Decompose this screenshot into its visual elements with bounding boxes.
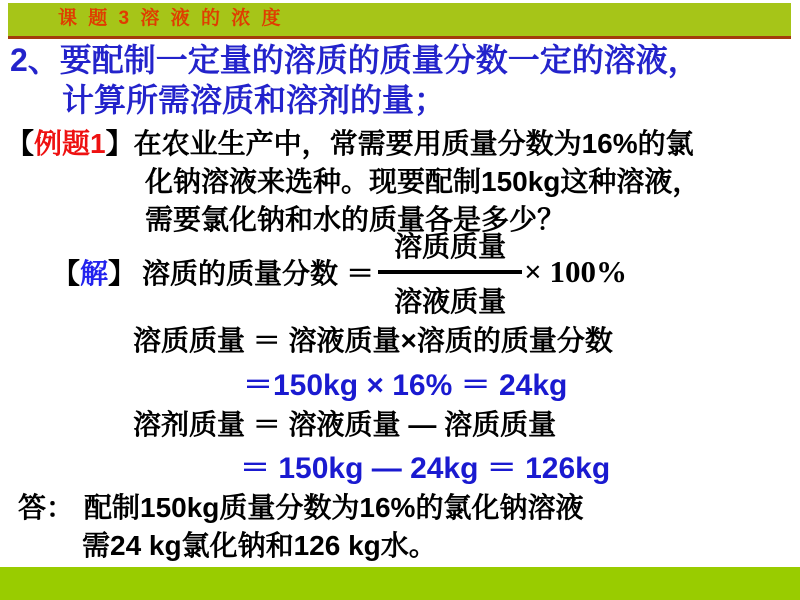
equation-solute-calculation: ＝150kg × 16% ＝ 24kg	[243, 369, 568, 402]
example-label: 例题1	[34, 128, 106, 159]
percent-multiplier: × 100%	[524, 254, 628, 289]
solution-label: 解	[80, 258, 109, 289]
equation-solvent-definition: 溶剂质量 ＝ 溶液质量 — 溶质质量	[133, 409, 557, 440]
fraction-denominator: 溶液质量	[394, 285, 507, 317]
solution-formula-row	[52, 230, 628, 317]
answer-row	[18, 486, 583, 526]
slide-header-bar	[8, 3, 791, 39]
lesson-title: 课 题 3 溶 液 的 浓 度	[58, 8, 284, 29]
section-heading	[10, 40, 700, 120]
equals-sign: ＝	[346, 258, 375, 289]
example-text-line-1	[6, 122, 694, 162]
example-body-line-1: 在农业生产中，常需要用质量分数为16%的氯	[133, 128, 694, 159]
answer-label: 答：	[18, 492, 75, 523]
example-text-line-2: 化钠溶液来选种。现要配制150kg这种溶液，	[145, 166, 701, 197]
slide-footer-bar	[0, 567, 800, 600]
example-bracket-close: 】	[105, 128, 134, 159]
example-text-line-3: 需要氯化钠和水的质量各是多少？	[145, 204, 566, 235]
fraction-numerator: 溶质质量	[378, 225, 522, 274]
solution-bracket-open: 【	[52, 258, 81, 289]
heading-line-2: 计算所需溶质和溶剂的量；	[62, 82, 447, 118]
formula-lhs: 溶质的质量分数	[142, 258, 339, 289]
answer-text-line-1: 配制150kg质量分数为16%的氯化钠溶液	[84, 492, 584, 523]
heading-line-1: 2、要配制一定量的溶质的质量分数一定的溶液，	[10, 42, 700, 78]
equation-solvent-calculation: ＝ 150kg — 24kg ＝ 126kg	[240, 452, 611, 485]
mass-fraction	[378, 225, 522, 320]
solution-bracket-close: 】	[108, 258, 137, 289]
example-bracket-open: 【	[6, 128, 35, 159]
equation-solute-definition: 溶质质量 ＝ 溶液质量×溶质的质量分数	[133, 325, 613, 356]
answer-text-line-2: 需24 kg氯化钠和126 kg水。	[82, 530, 437, 561]
